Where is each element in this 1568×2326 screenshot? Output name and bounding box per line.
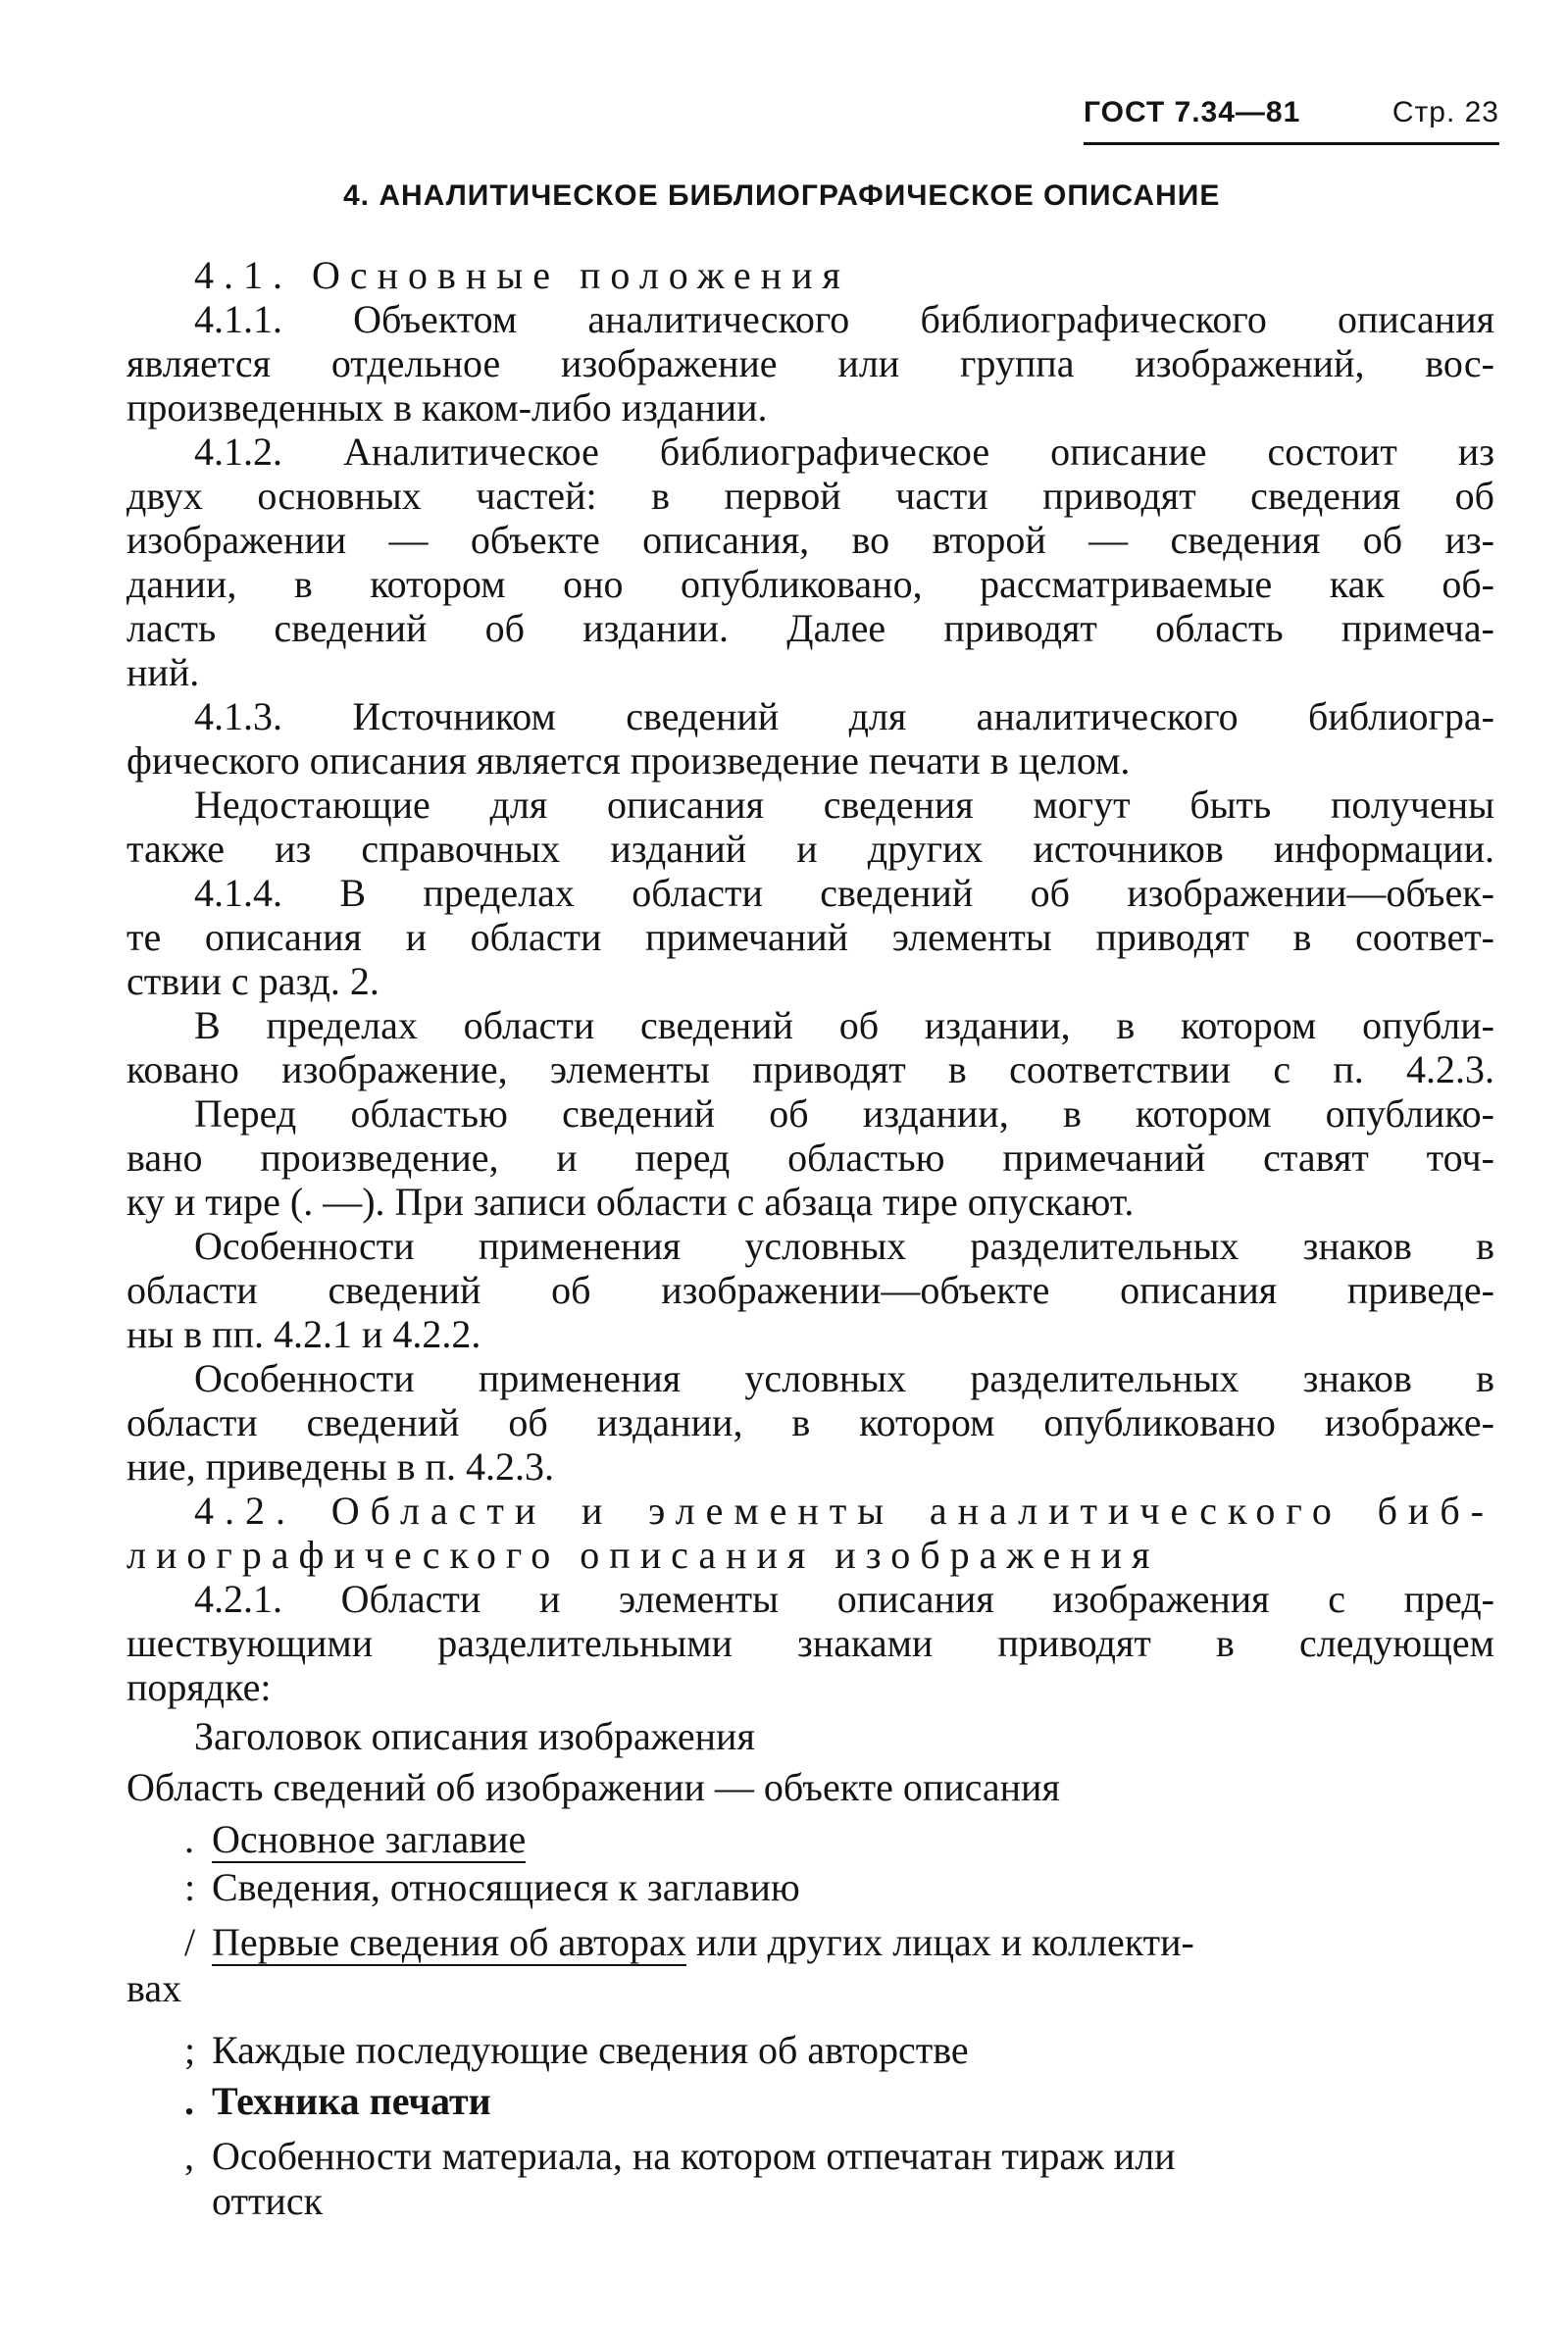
paragraph-line: дании, в котором оно опубликовано, рассматриваемые как об- bbox=[126, 562, 1494, 606]
separator-mark: ; bbox=[184, 2028, 196, 2072]
separator-mark: / bbox=[184, 1920, 196, 1964]
paragraph-line: вано произведение, и перед областью примечаний ставят точ- bbox=[126, 1136, 1494, 1180]
element-name: Основное заглавие bbox=[212, 1817, 527, 1861]
paragraph-line: произведенных в каком-либо издании. bbox=[126, 385, 768, 430]
element-name-continuation: или других лицах и коллекти- bbox=[685, 1920, 1194, 1964]
paragraph-line: является отдельное изображение или группа изображений, вос- bbox=[126, 341, 1494, 385]
paragraph-line: ствии с разд. 2. bbox=[126, 959, 379, 1003]
element-name: оттиск bbox=[212, 2179, 324, 2223]
paragraph-line: шествующими разделительными знаками приводят в следующем bbox=[126, 1621, 1494, 1665]
separator-mark: . bbox=[184, 2079, 194, 2123]
paragraph-line: 4.2.1. Области и элементы описания изображения с пред- bbox=[194, 1577, 1494, 1621]
separator-mark: : bbox=[184, 1865, 196, 1909]
paragraph-line: 4.1.3. Источником сведений для аналитического библиогра- bbox=[194, 694, 1494, 738]
paragraph-line: Недостающие для описания сведения могут быть получены bbox=[194, 783, 1494, 827]
list-item bbox=[184, 2028, 969, 2073]
list-item bbox=[126, 1966, 181, 2011]
element-name: Первые сведения об авторах bbox=[212, 1920, 686, 1964]
paragraph-line: ласть сведений об издании. Далее приводят область примеча- bbox=[126, 606, 1494, 650]
element-name: Техника печати bbox=[212, 2079, 491, 2123]
paragraph-line: ние, приведены в п. 4.2.3. bbox=[126, 1444, 554, 1489]
paragraph-line: Особенности применения условных разделительных знаков в bbox=[194, 1356, 1494, 1400]
separator-mark: . bbox=[184, 1817, 194, 1861]
running-header bbox=[1084, 96, 1499, 137]
paragraph-line: Особенности применения условных разделительных знаков в bbox=[194, 1224, 1494, 1268]
paragraph-line: фического описания является произведение печати в целом. bbox=[126, 738, 1131, 783]
scheme-heading: Заголовок описания изображения bbox=[194, 1714, 755, 1758]
paragraph-line: также из справочных изданий и других источников информации. bbox=[126, 827, 1494, 871]
element-name: Сведения, относящиеся к заглавию bbox=[212, 1865, 800, 1909]
header-rule bbox=[1084, 142, 1499, 145]
subsection-heading: 4.1. Основные положения bbox=[194, 253, 850, 297]
list-item bbox=[184, 1920, 1194, 1965]
paragraph-line: 4.1.4. В пределах области сведений об изображении—объек- bbox=[194, 871, 1494, 915]
list-item bbox=[212, 2179, 323, 2224]
standard-number: ГОСТ 7.34—81 bbox=[1084, 96, 1301, 128]
paragraph-line: ний. bbox=[126, 650, 200, 694]
paragraph-line: те описания и области примечаний элементы приводят в соответ- bbox=[126, 915, 1494, 959]
page-number: Стр. 23 bbox=[1391, 96, 1499, 128]
paragraph-line: 4.1.2. Аналитическое библиографическое описание состоит из bbox=[194, 430, 1494, 474]
list-item bbox=[184, 1817, 526, 1862]
paragraph-line: 4.1.1. Объектом аналитического библиографического описания bbox=[194, 297, 1494, 341]
paragraph-line: области сведений об издании, в котором опубликовано изображе- bbox=[126, 1400, 1494, 1444]
separator-mark: , bbox=[184, 2134, 194, 2178]
section-title: 4. АНАЛИТИЧЕСКОЕ БИБЛИОГРАФИЧЕСКОЕ ОПИСАНИЕ bbox=[343, 179, 1221, 212]
area-heading: Область сведений об изображении — объекте описания bbox=[126, 1765, 1060, 1809]
list-item bbox=[184, 1865, 800, 1910]
paragraph-line: ны в пп. 4.2.1 и 4.2.2. bbox=[126, 1312, 481, 1356]
element-name: Каждые последующие сведения об авторстве bbox=[212, 2028, 969, 2072]
subsection-heading: 4.2. Области и элементы аналитического биб- bbox=[194, 1489, 1494, 1533]
paragraph-line: изображении — объекте описания, во второй — сведения об из- bbox=[126, 518, 1494, 562]
paragraph-line: Перед областью сведений об издании, в котором опублико- bbox=[194, 1091, 1494, 1136]
paragraph-line: области сведений об изображении—объекте описания приведе- bbox=[126, 1268, 1494, 1312]
list-item bbox=[184, 2134, 1176, 2179]
subsection-heading: лиографического описания изображения bbox=[126, 1533, 1160, 1577]
list-item bbox=[184, 2079, 491, 2124]
paragraph-line: порядке: bbox=[126, 1665, 272, 1709]
paragraph-line: ку и тире (. —). При записи области с абзаца тире опускают. bbox=[126, 1180, 1135, 1224]
element-name: вах bbox=[126, 1966, 182, 2010]
paragraph-line: двух основных частей: в первой части приводят сведения об bbox=[126, 474, 1494, 518]
paragraph-line: В пределах области сведений об издании, в котором опубли- bbox=[194, 1003, 1494, 1047]
element-name: Особенности материала, на котором отпечатан тираж или bbox=[212, 2134, 1176, 2178]
paragraph-line: ковано изображение, элементы приводят в соответствии с п. 4.2.3. bbox=[126, 1047, 1494, 1091]
